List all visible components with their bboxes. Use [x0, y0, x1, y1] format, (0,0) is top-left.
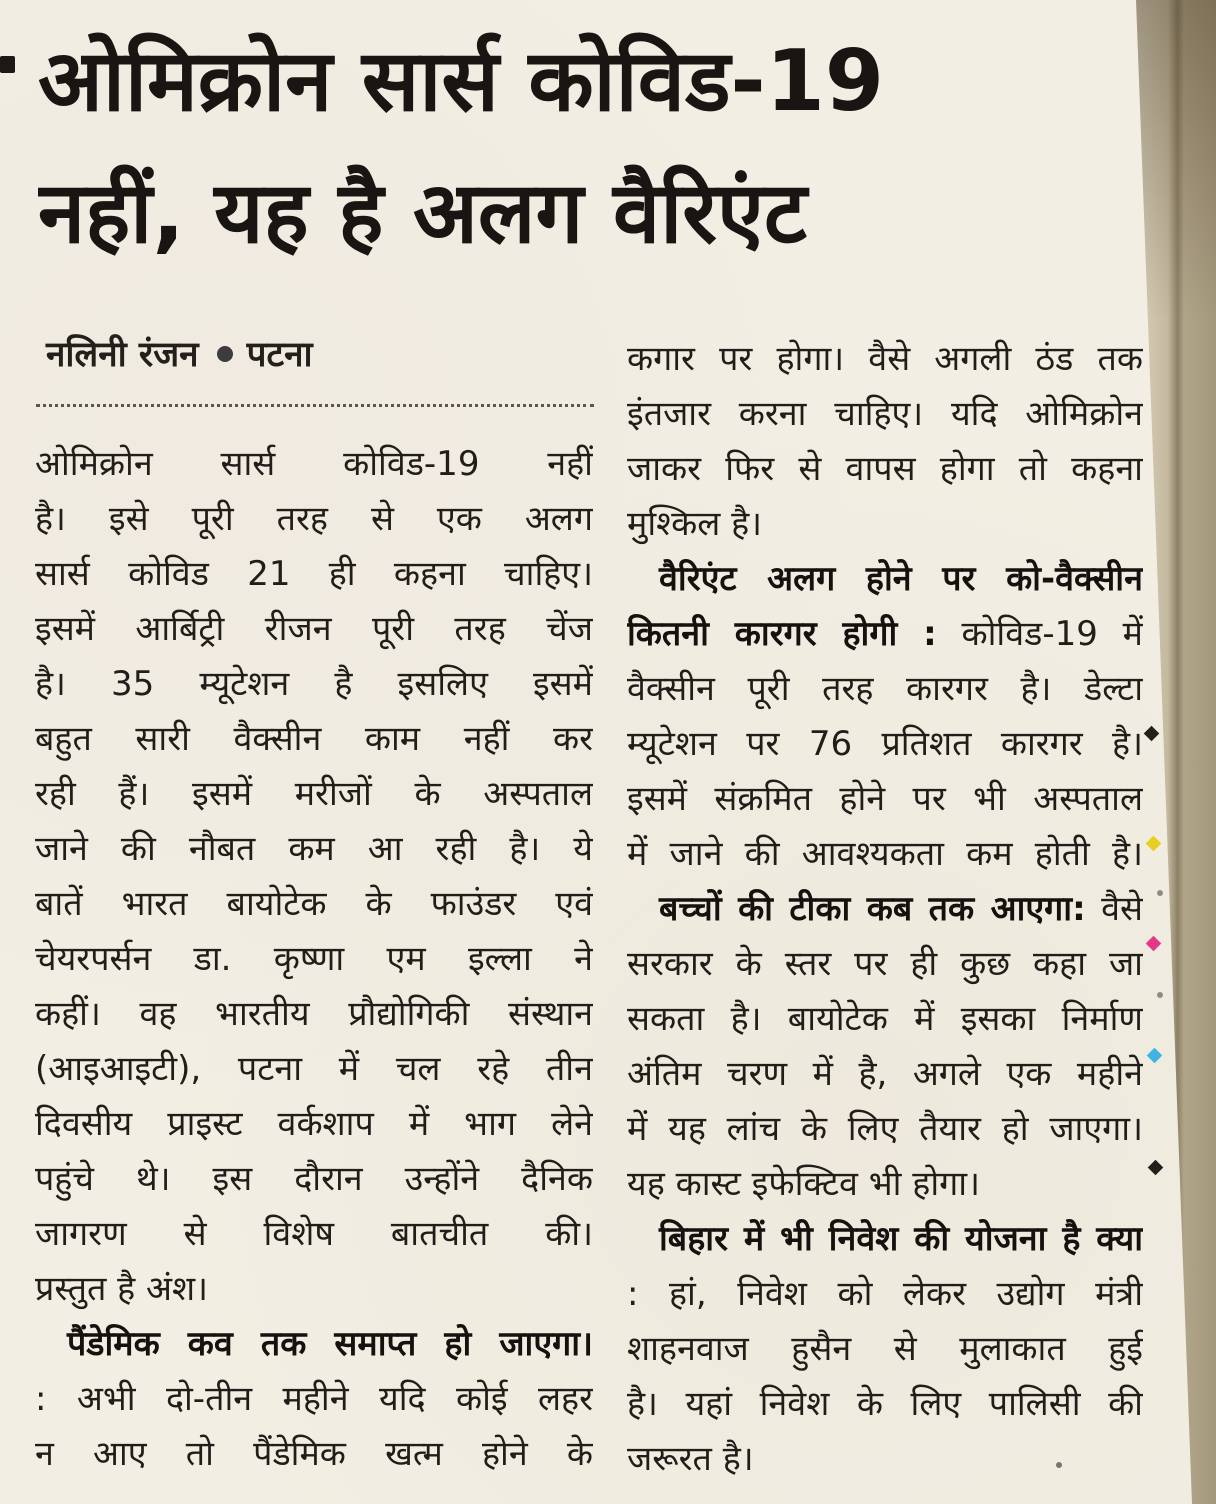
body-text: रही हैं। इसमें मरीजों के अस्पताल — [35, 774, 593, 814]
body-text: जाकर फिर से वापस होगा तो कहना — [627, 449, 1143, 489]
text-line — [627, 1212, 1143, 1267]
body-text: में जाने की आवश्यकता कम होती है। — [627, 834, 1143, 874]
article-headline — [38, 16, 1132, 280]
body-text: बहुत सारी वैक्सीन काम नहीं कर — [35, 719, 593, 759]
text-line — [35, 1317, 593, 1372]
text-line — [35, 547, 593, 602]
text-line — [35, 822, 593, 877]
text-line — [35, 932, 593, 987]
body-text: (आइआइटी), पटना में चल रहे तीन — [35, 1049, 593, 1089]
text-line — [627, 717, 1143, 772]
paper-speck — [1056, 1462, 1062, 1468]
text-line — [627, 662, 1143, 717]
text-line — [627, 607, 1143, 662]
text-line — [35, 1097, 593, 1152]
byline-separator-dot-icon — [217, 346, 233, 362]
paper-edge-strip — [1136, 0, 1216, 1504]
body-text: सार्स कोविड 21 ही कहना चाहिए। — [35, 554, 593, 594]
text-line — [35, 1372, 593, 1427]
body-text: सरकार के स्तर पर ही कुछ कहा जा — [627, 944, 1143, 984]
text-line — [627, 1157, 1143, 1212]
text-line — [627, 442, 1143, 497]
text-line — [627, 1102, 1143, 1157]
body-text: अंतिम चरण में है, अगले एक महीने — [627, 1054, 1143, 1094]
headline-line-1: ओमिक्रोन सार्स कोविड-19 — [38, 32, 884, 131]
text-line — [627, 1432, 1143, 1487]
body-text: : अभी दो-तीन महीने यदि कोई लहर — [35, 1379, 593, 1419]
text-line — [627, 1047, 1143, 1102]
text-line — [627, 1322, 1143, 1377]
text-line — [35, 877, 593, 932]
body-text: यह कास्ट इफेक्टिव भी होगा। — [627, 1164, 980, 1204]
body-text: कोविड-19 में — [936, 614, 1143, 654]
registration-mark-gray — [1157, 890, 1163, 896]
question-lead-text: कितनी कारगर होगी : — [627, 614, 937, 654]
text-line — [35, 602, 593, 657]
registration-mark-magenta — [1146, 936, 1162, 952]
body-text: जागरण से विशेष बातचीत की। — [35, 1214, 593, 1254]
body-text: म्यूटेशन पर 76 प्रतिशत कारगर है। — [627, 724, 1143, 764]
body-text: बातें भारत बायोटेक के फाउंडर एवं — [35, 884, 593, 924]
body-text: दिवसीय प्राइस्ट वर्कशाप में भाग लेने — [35, 1104, 593, 1144]
text-line — [35, 1042, 593, 1097]
body-text: सकता है। बायोटेक में इसका निर्माण — [627, 999, 1143, 1039]
registration-mark-gray-2 — [1157, 992, 1163, 998]
body-text: है। यहां निवेश के लिए पालिसी की — [627, 1384, 1143, 1424]
text-line — [35, 492, 593, 547]
text-line — [35, 437, 593, 492]
registration-mark-yellow — [1146, 836, 1162, 852]
body-text: वैसे — [1085, 889, 1143, 929]
body-text: प्रस्तुत है अंश। — [35, 1269, 208, 1309]
column-right — [627, 332, 1143, 1487]
body-text: इसमें आर्बिट्री रीजन पूरी तरह चेंज — [35, 609, 593, 649]
body-text: पहुंचे थे। इस दौरान उन्होंने दैनिक — [35, 1159, 593, 1199]
adjacent-column-fragment — [0, 56, 15, 73]
text-line — [35, 712, 593, 767]
registration-mark-cyan — [1147, 1048, 1163, 1064]
text-line — [627, 992, 1143, 1047]
text-line — [627, 497, 1143, 552]
byline-dotted-rule — [36, 404, 594, 407]
text-line — [627, 882, 1143, 937]
text-line — [627, 1377, 1143, 1432]
text-line — [627, 552, 1143, 607]
column-left — [35, 437, 593, 1482]
body-text: है। 35 म्यूटेशन है इसलिए इसमें — [35, 664, 593, 704]
text-line — [35, 657, 593, 712]
body-text: जाने की नौबत कम आ रही है। ये — [35, 829, 593, 869]
text-line — [627, 937, 1143, 992]
registration-mark-black-2 — [1148, 1160, 1164, 1176]
byline-location: पटना — [246, 335, 313, 375]
text-line — [627, 827, 1143, 882]
body-text: कहीं। वह भारतीय प्रौद्योगिकी संस्थान — [35, 994, 593, 1034]
text-line — [627, 332, 1143, 387]
text-line — [35, 987, 593, 1042]
body-text: न आए तो पैंडेमिक खत्म होने के — [35, 1434, 593, 1474]
body-text: चेयरपर्सन डा. कृष्णा एम इल्ला ने — [35, 939, 593, 979]
body-text: इसमें संक्रमित होने पर भी अस्पताल — [627, 779, 1143, 819]
body-text: कगार पर होगा। वैसे अगली ठंड तक — [627, 339, 1143, 379]
text-line — [35, 1262, 593, 1317]
text-line — [627, 1267, 1143, 1322]
text-line — [35, 1152, 593, 1207]
question-lead-text: बिहार में भी निवेश की योजना है क्या — [659, 1219, 1143, 1259]
body-text: : हां, निवेश को लेकर उद्योग मंत्री — [627, 1274, 1143, 1314]
text-line — [35, 1427, 593, 1482]
question-lead-text: पैंडेमिक कव तक समाप्त हो जाएगा। — [67, 1324, 593, 1364]
question-lead-text: वैरिएंट अलग होने पर को-वैक्सीन — [659, 559, 1143, 599]
text-line — [627, 772, 1143, 827]
text-line — [627, 387, 1143, 442]
registration-mark-black — [1144, 726, 1160, 742]
body-text: वैक्सीन पूरी तरह कारगर है। डेल्टा — [627, 669, 1143, 709]
body-text: शाहनवाज हुसैन से मुलाकात हुई — [627, 1329, 1143, 1369]
body-text: है। इसे पूरी तरह से एक अलग — [35, 499, 593, 539]
text-line — [35, 767, 593, 822]
body-text: में यह लांच के लिए तैयार हो जाएगा। — [627, 1109, 1143, 1149]
byline — [46, 330, 313, 378]
body-text: ओमिक्रोन सार्स कोविड-19 नहीं — [35, 444, 593, 484]
body-text: मुश्किल है। — [627, 504, 763, 544]
body-text: इंतजार करना चाहिए। यदि ओमिक्रोन — [627, 394, 1143, 434]
text-line — [35, 1207, 593, 1262]
question-lead-text: बच्चों की टीका कब तक आएगा: — [659, 889, 1086, 929]
byline-author: नलिनी रंजन — [46, 335, 199, 375]
headline-line-2: नहीं, यह है अलग वैरिएंट — [38, 164, 807, 263]
body-text: जरूरत है। — [627, 1439, 754, 1479]
